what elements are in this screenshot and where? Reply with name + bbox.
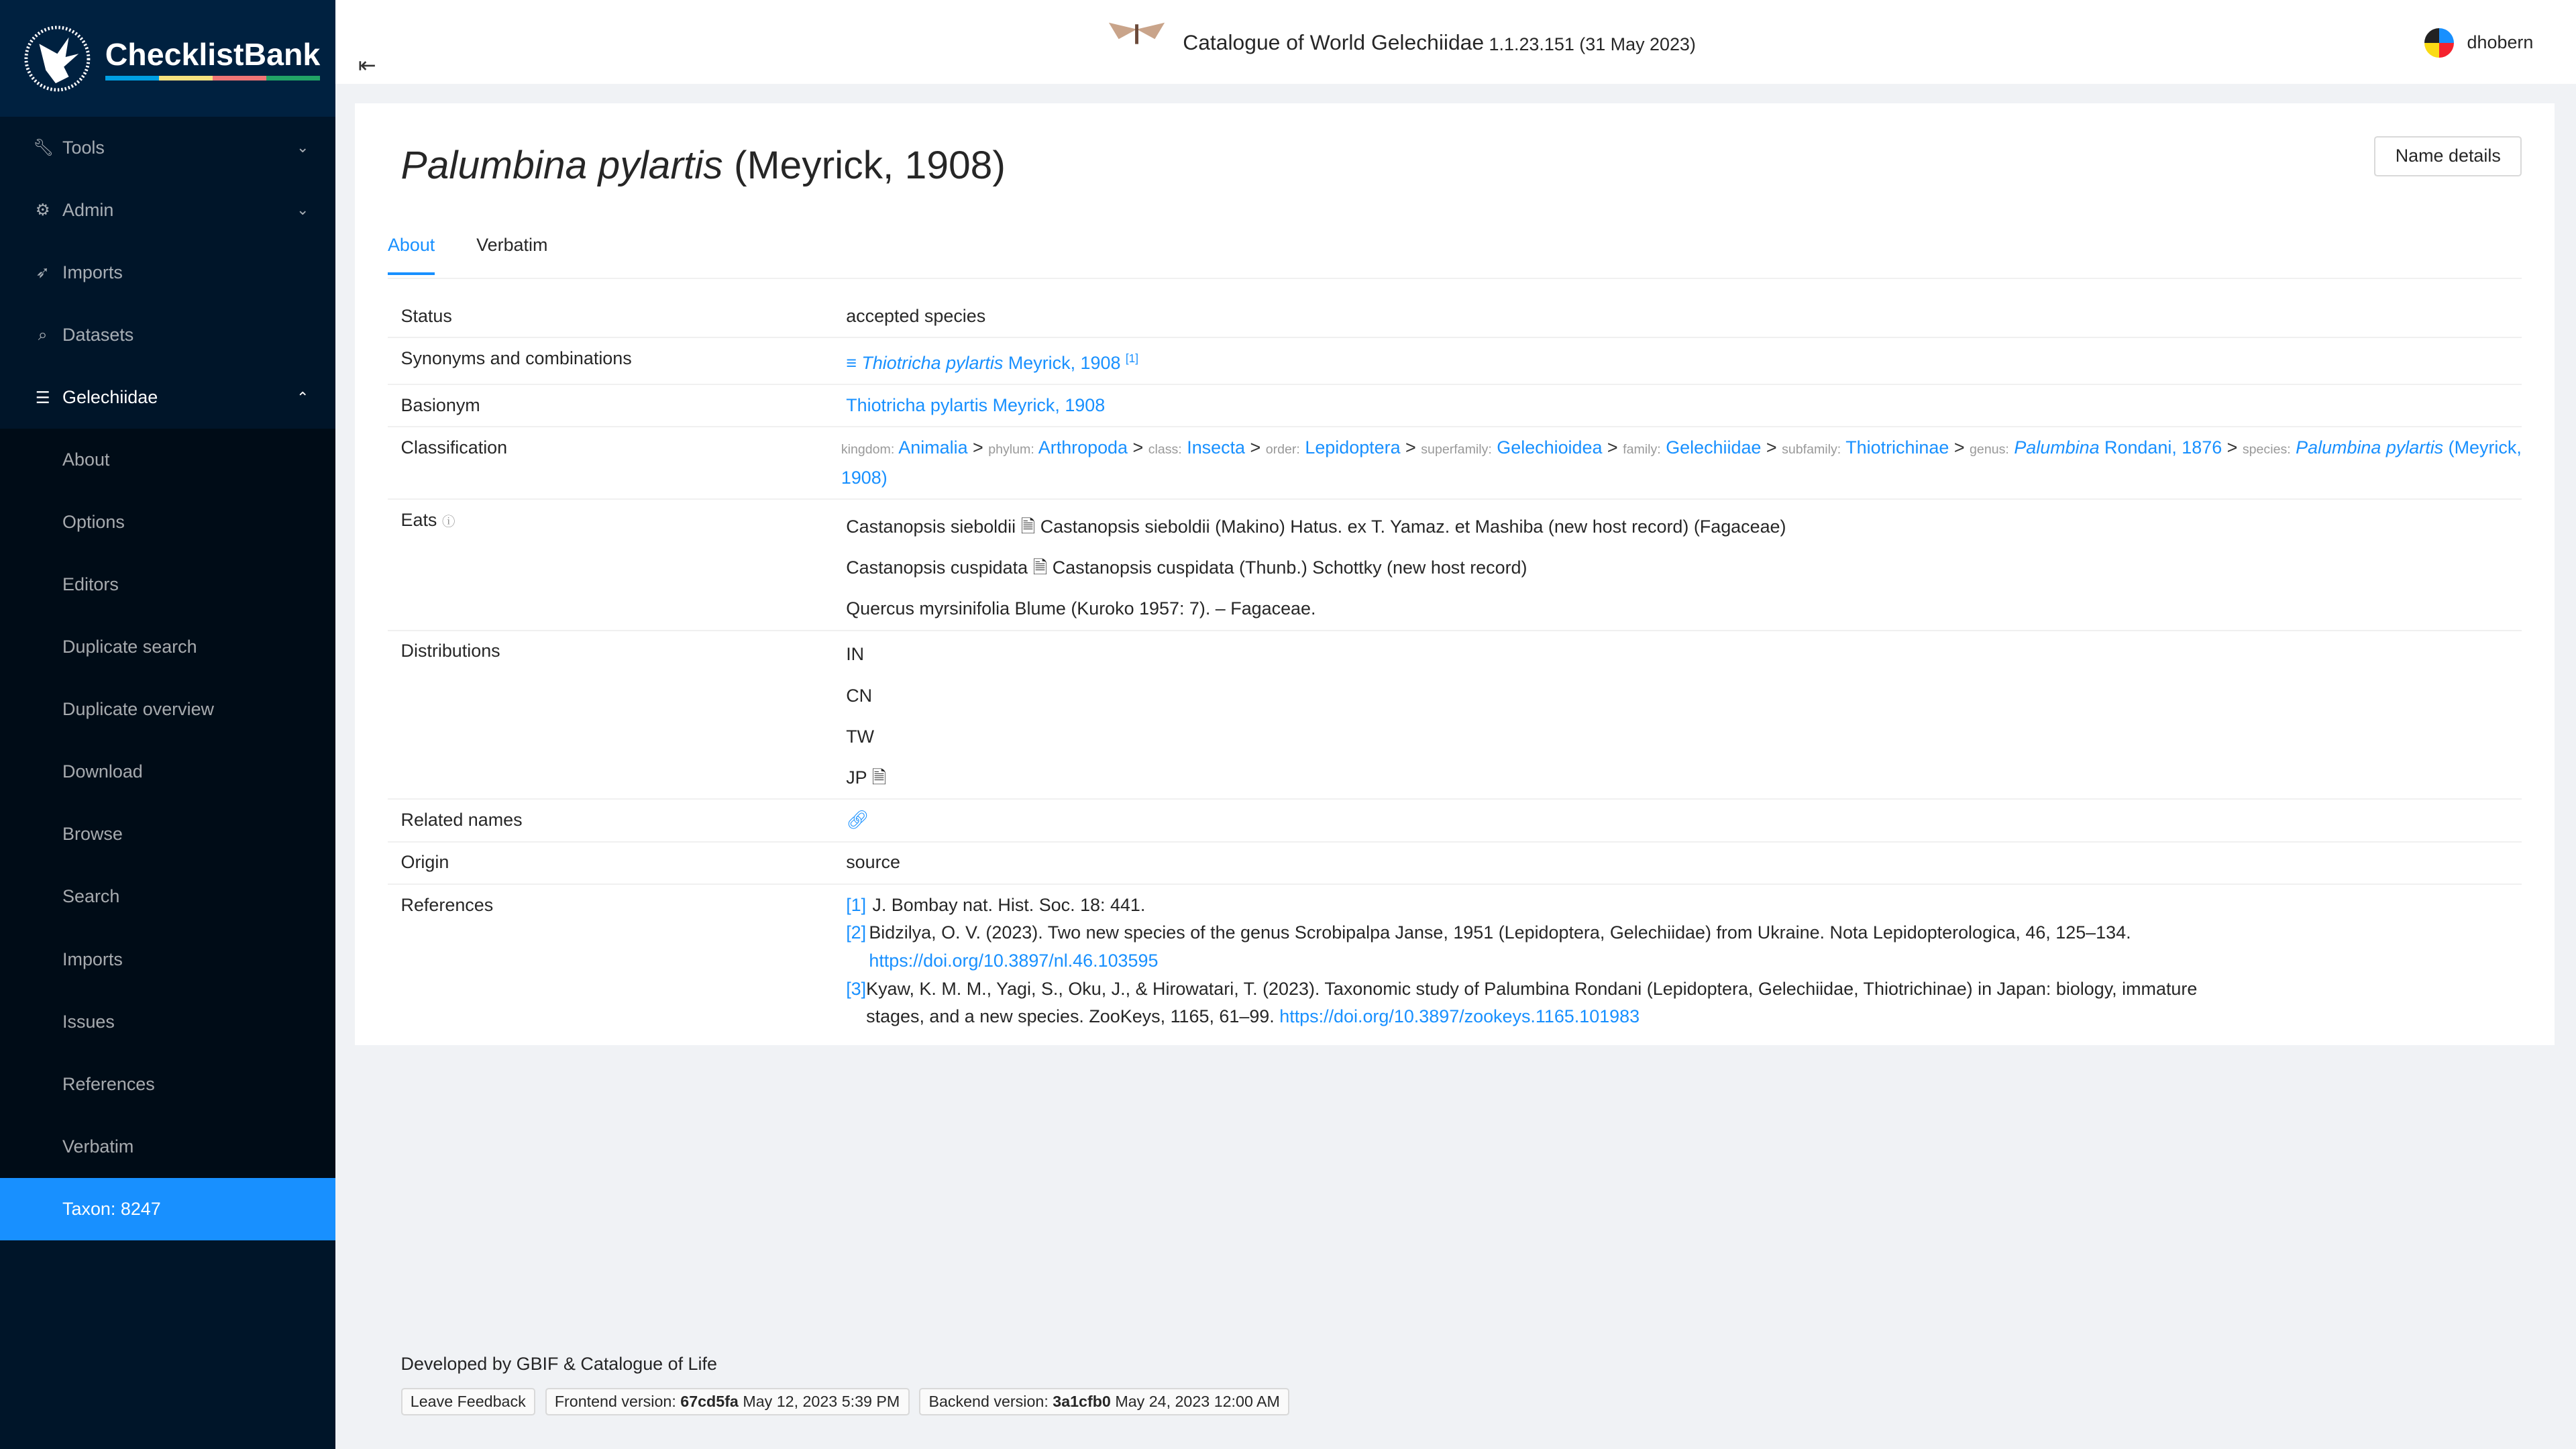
chevron-up-icon: ⌃ xyxy=(296,388,309,406)
separator: > xyxy=(1245,437,1266,458)
search-icon: ⌕ xyxy=(38,325,48,344)
user-menu[interactable] xyxy=(2424,28,2533,58)
sidebar-item-taxon[interactable]: Taxon: 8247 xyxy=(0,1178,335,1240)
backend-version xyxy=(919,1388,1289,1415)
reference-text: Kyaw, K. M. M., Yagi, S., Oku, J., & Hirowatari, T. (2023). Taxonomic study of Palumbina Rondani (Lepidoptera, Gelechiidae, Thiotrichinae) in Japan: biology, immature stages, and a new species. ZooKeys, 1165, 61–99. xyxy=(866,978,2198,1027)
rank-label: species: xyxy=(2242,442,2291,458)
reference-text: Bidzilya, O. V. (2023). Two new species of the genus Scrobipalpa Janse, 1951 (Lepidoptera, Gelechiidae) from Ukraine. Nota Lepidopterologica, 46, 125–134. xyxy=(869,922,2131,943)
rank-label: kingdom: xyxy=(841,442,895,458)
related-names-row xyxy=(388,800,2522,842)
sidebar-item-options[interactable]: Options xyxy=(62,512,125,533)
name-details-button[interactable]: Name details xyxy=(2374,136,2522,176)
basionym-row xyxy=(388,385,2522,427)
status-row xyxy=(388,296,2522,338)
sidebar-item-datasets[interactable] xyxy=(0,304,335,366)
sidebar-item-gelechiidae[interactable] xyxy=(0,366,335,429)
taxon-name: Rondani, 1876 xyxy=(2104,437,2222,458)
tab-verbatim[interactable]: Verbatim xyxy=(476,235,548,256)
distribution-item xyxy=(846,764,2522,792)
rank-label: superfamily: xyxy=(1421,442,1492,458)
classification-link[interactable] xyxy=(2014,437,2222,458)
classification-link[interactable] xyxy=(1187,437,1245,458)
dataset-version: 1.1.23.151 (31 May 2023) xyxy=(1489,34,1696,54)
catalogue-title xyxy=(1104,16,1696,68)
classification-row xyxy=(388,427,2522,500)
rank-label: subfamily: xyxy=(1782,442,1841,458)
sidebar-item-verbatim[interactable]: Verbatim xyxy=(62,1136,134,1157)
taxon-name: (Meyrick, 1908) xyxy=(841,437,2522,488)
reference-item xyxy=(846,975,2226,1031)
rank-label: class: xyxy=(1148,442,1182,458)
taxon-details xyxy=(388,296,2522,1038)
menu-label: Tools xyxy=(62,137,105,158)
label: Basionym xyxy=(400,394,480,415)
sidebar-item-about[interactable]: About xyxy=(62,449,110,470)
taxon-name: Lepidoptera xyxy=(1305,437,1401,458)
document-icon[interactable]: 🗎 xyxy=(1020,516,1036,537)
classification-link[interactable] xyxy=(1038,437,1128,458)
basionym-link[interactable]: Thiotricha pylartis Meyrick, 1908 xyxy=(846,394,1106,415)
sidebar-item-references[interactable]: References xyxy=(62,1073,155,1094)
separator: > xyxy=(1400,437,1421,458)
distributions-row xyxy=(388,631,2522,800)
reference-doi-link[interactable]: https://doi.org/10.3897/nl.46.103595 xyxy=(869,950,1159,971)
catalogue-logo xyxy=(1104,16,1170,68)
gear-icon: ⚙ xyxy=(35,201,50,220)
host-remark: Castanopsis sieboldii (Makino) Hatus. ex T. Yamaz. et Mashiba (new host record) (Fagaceae) xyxy=(1040,516,1786,537)
menu-label: Admin xyxy=(62,199,114,220)
link-icon[interactable]: 🔗︎ xyxy=(846,810,869,830)
reference-number[interactable]: [3] xyxy=(846,978,867,999)
taxon-name: Arthropoda xyxy=(1038,437,1128,458)
rank-label: genus: xyxy=(1970,442,2009,458)
eats-item xyxy=(846,554,2522,582)
page-title xyxy=(401,143,1006,188)
top-header xyxy=(335,0,2576,84)
rocket-icon: ➶ xyxy=(36,264,50,282)
separator: > xyxy=(2222,437,2243,458)
flower-logo-icon xyxy=(23,24,92,93)
label: Distributions xyxy=(400,641,500,661)
chevron-down-icon: ⌄ xyxy=(296,139,309,156)
menu-label: Imports xyxy=(62,262,123,282)
separator: > xyxy=(1128,437,1148,458)
separator: > xyxy=(1949,437,1970,458)
distribution-item: TW xyxy=(846,726,875,747)
synonym-author: Meyrick, 1908 xyxy=(1008,352,1121,373)
host-name: Castanopsis cuspidata xyxy=(846,557,1028,578)
separator: > xyxy=(1602,437,1623,458)
separator: > xyxy=(1761,437,1782,458)
date: May 12, 2023 5:39 PM xyxy=(743,1393,900,1411)
username: dhobern xyxy=(2467,32,2534,53)
document-icon[interactable]: 🗎 xyxy=(871,767,887,788)
footer-developed: Developed by GBIF & Catalogue of Life xyxy=(400,1353,717,1374)
reference-number[interactable]: [1] xyxy=(846,894,867,915)
menu-fold-icon[interactable]: ⇤ xyxy=(358,53,376,78)
taxon-name: Animalia xyxy=(898,437,968,458)
label: Status xyxy=(400,305,452,326)
moth-icon xyxy=(1106,16,1168,46)
sidebar-item-download[interactable]: Download xyxy=(62,761,143,782)
rank-label: family: xyxy=(1623,442,1661,458)
info-icon[interactable]: ⓘ xyxy=(441,515,455,530)
label: Related names xyxy=(400,810,523,830)
label: Synonyms and combinations xyxy=(400,347,632,368)
classification-link[interactable] xyxy=(1497,437,1602,458)
references-row xyxy=(388,885,2522,1038)
brand-name: ChecklistBank xyxy=(105,36,321,72)
taxon-name: Palumbina pylartis xyxy=(400,144,723,188)
taxon-italic: Palumbina pylartis xyxy=(2296,437,2444,458)
leave-feedback-button[interactable]: Leave Feedback xyxy=(401,1388,535,1415)
label: References xyxy=(400,894,494,915)
label: Backend version: xyxy=(928,1393,1049,1411)
eats-label: Eats xyxy=(400,510,437,531)
sidebar-item-imports[interactable] xyxy=(0,241,335,304)
tabs xyxy=(388,228,2522,278)
reference-item xyxy=(846,919,2226,975)
gelechiidae-submenu xyxy=(0,429,335,1240)
classification-link[interactable] xyxy=(1845,437,1949,458)
rank-label: order: xyxy=(1265,442,1300,458)
label: Classification xyxy=(400,437,508,458)
classification-value xyxy=(841,434,2522,492)
eats-item xyxy=(846,513,2522,541)
list-icon: ☰ xyxy=(35,388,50,407)
wrench-icon: 🔧︎ xyxy=(32,139,54,158)
checklistbank-logo[interactable] xyxy=(0,0,335,117)
label: Origin xyxy=(400,852,449,873)
tab-about[interactable]: About xyxy=(388,235,435,274)
synonyms-row xyxy=(388,338,2522,385)
chevron-down-icon: ⌄ xyxy=(296,201,309,219)
brand-color-bar xyxy=(105,76,321,80)
sidebar-item-browse[interactable]: Browse xyxy=(62,824,123,845)
host-name: Quercus myrsinifolia Blume (Kuroko 1957: 7). – Fagaceae. xyxy=(846,598,1316,619)
origin-row xyxy=(388,843,2522,885)
reference-text: J. Bombay nat. Hist. Soc. 18: 441. xyxy=(872,894,1146,915)
eats-row xyxy=(388,500,2522,631)
host-name: Castanopsis sieboldii xyxy=(846,516,1016,537)
sidebar-item-admin[interactable] xyxy=(0,179,335,241)
distribution-item: CN xyxy=(846,685,873,706)
classification-link[interactable] xyxy=(1305,437,1400,458)
synonym-ref: [1] xyxy=(1125,351,1138,365)
classification-link[interactable] xyxy=(1666,437,1761,458)
taxon-name: Thiotrichinae xyxy=(1845,437,1949,458)
dataset-title: Catalogue of World Gelechiidae xyxy=(1183,30,1485,55)
sidebar-item-duplicate-search[interactable]: Duplicate search xyxy=(62,637,197,657)
status-value: accepted species xyxy=(846,305,986,326)
distribution-item: IN xyxy=(846,644,865,665)
reference-doi-link[interactable]: https://doi.org/10.3897/zookeys.1165.101983 xyxy=(1279,1006,1640,1027)
sidebar xyxy=(0,0,335,1449)
footer-tags xyxy=(401,1388,1290,1415)
label: Frontend version: xyxy=(554,1393,676,1411)
taxon-italic: Palumbina xyxy=(2014,437,2100,458)
reference-item xyxy=(846,892,2226,920)
separator: > xyxy=(967,437,989,458)
document-icon[interactable]: 🗎 xyxy=(1032,557,1048,578)
synonym-link[interactable] xyxy=(846,353,1138,373)
sidebar-item-duplicate-overview[interactable]: Duplicate overview xyxy=(62,699,214,720)
synonym-prefix: ≡ xyxy=(846,352,857,373)
sidebar-item-editors[interactable]: Editors xyxy=(62,574,119,595)
hash: 3a1cfb0 xyxy=(1053,1393,1111,1411)
taxon-card xyxy=(355,103,2555,1044)
sidebar-item-dataset-imports[interactable]: Imports xyxy=(62,949,123,969)
label xyxy=(388,506,846,623)
origin-value: source xyxy=(846,852,900,873)
taxon-name: Gelechioidea xyxy=(1497,437,1603,458)
taxon-author: (Meyrick, 1908) xyxy=(734,144,1006,188)
taxon-name: Gelechiidae xyxy=(1666,437,1762,458)
sidebar-item-issues[interactable]: Issues xyxy=(62,1011,115,1032)
reference-number[interactable]: [2] xyxy=(846,922,867,943)
hash: 67cd5fa xyxy=(680,1393,739,1411)
distribution-code: JP xyxy=(846,767,867,788)
date: May 24, 2023 12:00 AM xyxy=(1115,1393,1280,1411)
menu-label: Gelechiidae xyxy=(62,387,158,408)
classification-link[interactable] xyxy=(898,437,967,458)
host-remark: Castanopsis cuspidata (Thunb.) Schottky (new host record) xyxy=(1052,557,1527,578)
avatar xyxy=(2424,28,2454,58)
rank-label: phylum: xyxy=(988,442,1034,458)
synonym-name: Thiotricha pylartis xyxy=(861,352,1004,373)
sidebar-item-search[interactable]: Search xyxy=(62,886,120,907)
menu-label: Datasets xyxy=(62,325,134,345)
sidebar-item-tools[interactable] xyxy=(0,117,335,179)
eats-item xyxy=(846,595,2522,623)
taxon-name: Insecta xyxy=(1187,437,1246,458)
frontend-version xyxy=(545,1388,910,1415)
